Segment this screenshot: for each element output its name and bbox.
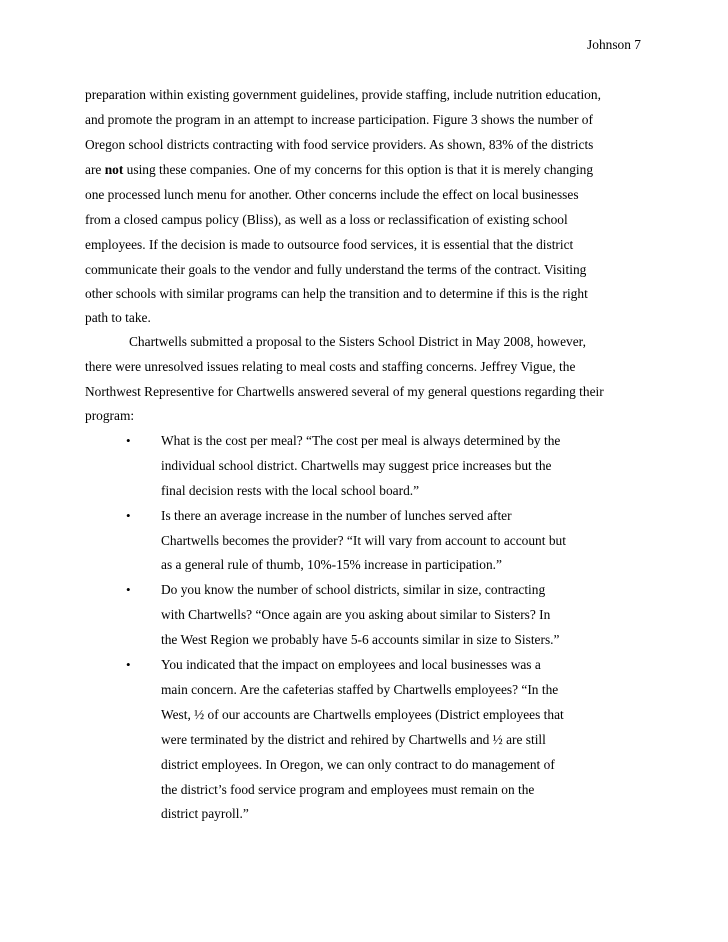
body-line: Northwest Representive for Chartwells answered several of my general questions regarding their xyxy=(85,384,604,399)
body-line: communicate their goals to the vendor and fully understand the terms of the contract. Visiting xyxy=(85,262,587,277)
body-line: path to take. xyxy=(85,310,151,325)
bullet-text-line: the district’s food service program and employees must remain on the xyxy=(161,782,535,797)
bullet-text-line: You indicated that the impact on employees and local businesses was a xyxy=(161,657,541,672)
body-line: employees. If the decision is made to outsource food services, it is essential that the district xyxy=(85,237,574,252)
bold-emphasis: not xyxy=(104,162,124,177)
bullet-icon: • xyxy=(126,508,131,523)
bullet-text-line: with Chartwells? “Once again are you asking about similar to Sisters? In xyxy=(161,607,551,622)
bullet-icon: • xyxy=(126,657,131,672)
body-line: other schools with similar programs can help the transition and to determine if this is the right xyxy=(85,286,588,301)
bullet-text-line: final decision rests with the local school board.” xyxy=(161,483,420,498)
bullet-text-line: Chartwells becomes the provider? “It will vary from account to account but xyxy=(161,533,566,548)
bullet-text-line: West, ½ of our accounts are Chartwells employees (District employees that xyxy=(161,707,564,722)
bullet-text-line: main concern. Are the cafeterias staffed by Chartwells employees? “In the xyxy=(161,682,559,697)
body-line: Chartwells submitted a proposal to the Sisters School District in May 2008, however, xyxy=(129,334,586,349)
bullet-text-line: What is the cost per meal? “The cost per meal is always determined by the xyxy=(161,433,561,448)
body-line: there were unresolved issues relating to meal costs and staffing concerns. Jeffrey Vigue, the xyxy=(85,359,576,374)
bullet-text-line: district employees. In Oregon, we can only contract to do management of xyxy=(161,757,555,772)
body-line: and promote the program in an attempt to increase participation. Figure 3 shows the number of xyxy=(85,112,593,127)
body-line: one processed lunch menu for another. Other concerns include the effect on local businesses xyxy=(85,187,579,202)
bullet-icon: • xyxy=(126,433,131,448)
body-line: program: xyxy=(85,408,135,423)
bullet-text-line: were terminated by the district and rehired by Chartwells and ½ are still xyxy=(161,732,546,747)
body-text: using these companies. One of my concerns for this option is that it is merely changing xyxy=(123,162,594,177)
body-text: are xyxy=(85,162,102,177)
bullet-text-line: individual school district. Chartwells may suggest price increases but the xyxy=(161,458,552,473)
body-line: preparation within existing government guidelines, provide staffing, include nutrition education, xyxy=(85,87,601,102)
bullet-text-line: as a general rule of thumb, 10%-15% increase in participation.” xyxy=(161,557,502,572)
bullet-text-line: Do you know the number of school districts, similar in size, contracting xyxy=(161,582,546,597)
bullet-text-line: Is there an average increase in the number of lunches served after xyxy=(161,508,512,523)
body-line: from a closed campus policy (Bliss), as well as a loss or reclassification of existing school xyxy=(85,212,568,227)
body-line xyxy=(85,162,593,178)
bullet-text-line: district payroll.” xyxy=(161,806,249,821)
bullet-text-line: the West Region we probably have 5-6 accounts similar in size to Sisters.” xyxy=(161,632,560,647)
running-head: Johnson 7 xyxy=(587,37,641,52)
body-line: Oregon school districts contracting with food service providers. As shown, 83% of the districts xyxy=(85,137,594,152)
bullet-icon: • xyxy=(126,582,131,597)
